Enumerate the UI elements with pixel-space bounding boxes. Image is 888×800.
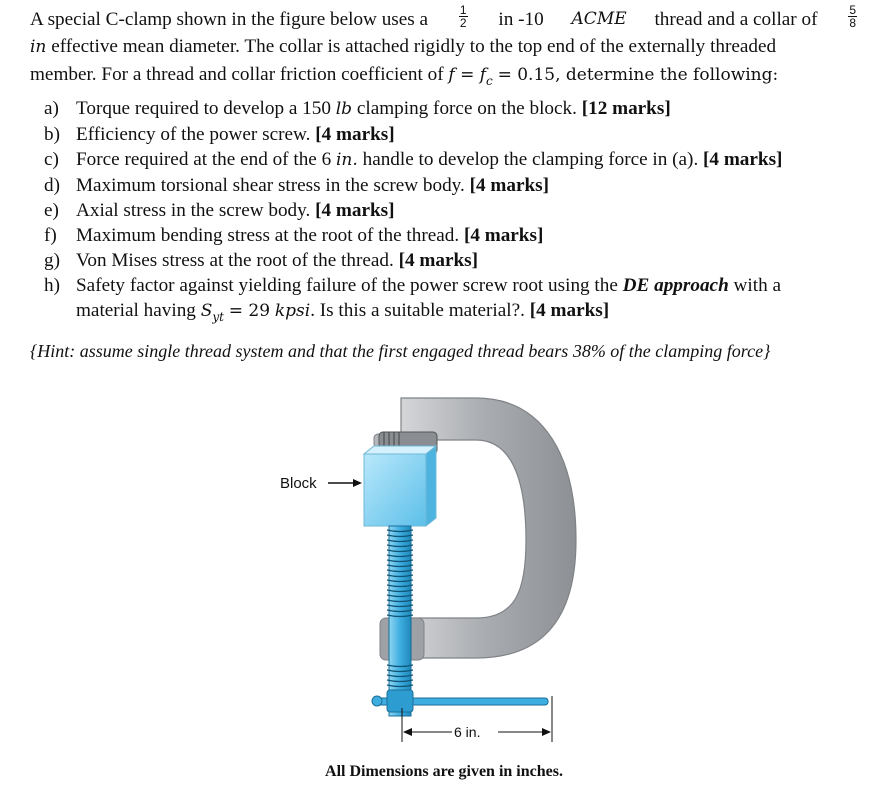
question-item: h) Safety factor against yielding failure of the power screw root using the DE approach with a — [44, 275, 781, 296]
c-clamp-drawing — [276, 390, 596, 750]
block-arrow-head — [353, 479, 362, 487]
intro-line-3: member. For a thread and collar friction coefficient of $f = f_c = 0.15$, determine the following: — [30, 64, 779, 88]
dimension-arrow-left — [403, 728, 412, 736]
problem-statement — [30, 3, 860, 95]
question-item-continuation: material having $S_{yt} = 29$ kpsi. Is this a suitable material?. [4 marks] — [76, 300, 610, 324]
screw-swivel — [387, 690, 413, 712]
thread-size-fraction: $\frac{1}{2}$ — [459, 3, 467, 30]
question-item: c) Force required at the end of the 6 in. handle to develop the clamping force in (a). [4 marks] — [44, 149, 783, 170]
intro-line-1: A special C-clamp shown in the figure below uses a $\frac{1}{2}$ in -10 ACME thread and a collar of $\frac{5}{8}$ — [30, 3, 856, 30]
question-list — [44, 96, 844, 330]
figure-caption: All Dimensions are given in inches. — [325, 763, 563, 780]
question-item: d) Maximum torsional shear stress in the screw body. [4 marks] — [44, 175, 550, 196]
screw-shaft — [389, 526, 411, 716]
question-item: f) Maximum bending stress at the root of the thread. [4 marks] — [44, 225, 544, 246]
handle-end-left — [372, 696, 382, 706]
intro-line-2: in effective mean diameter. The collar is attached rigidly to the top end of the externally threaded — [30, 36, 777, 57]
block-side-face — [426, 446, 436, 526]
c-clamp-figure — [276, 390, 596, 750]
question-item: a) Torque required to develop a 150 lb clamping force on the block. [12 marks] — [44, 98, 671, 119]
block-label: Block — [280, 475, 317, 492]
handle-dimension-label: 6 in. — [454, 724, 481, 740]
question-item: b) Efficiency of the power screw. [4 marks] — [44, 124, 395, 145]
collar-size-fraction: $\frac{5}{8}$ — [849, 3, 856, 30]
question-item: g) Von Mises stress at the root of the thread. [4 marks] — [44, 250, 478, 271]
hint-text: {Hint: assume single thread system and that the first engaged thread bears 38% of the clamping force} — [30, 341, 771, 361]
block-top-face — [364, 446, 436, 454]
dimension-arrow-right — [542, 728, 551, 736]
question-item: e) Axial stress in the screw body. [4 marks] — [44, 200, 395, 221]
block — [364, 454, 426, 526]
